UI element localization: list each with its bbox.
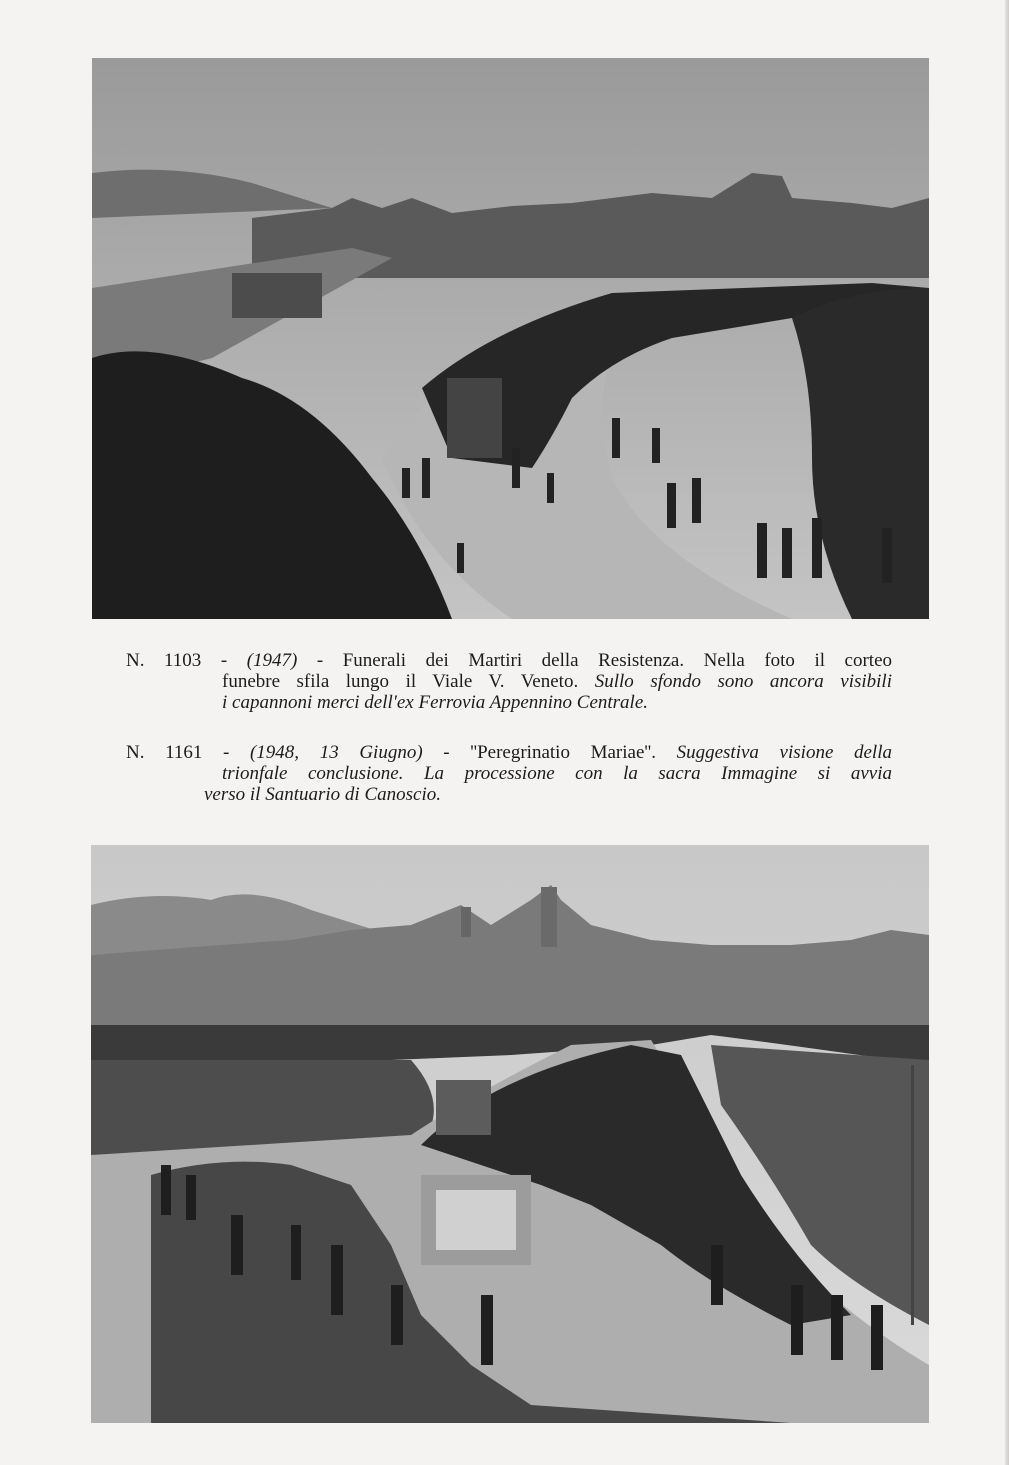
caption-date: (1947) [246, 650, 298, 671]
caption-1103-line-1 [126, 650, 892, 671]
caption-1103 [126, 650, 892, 713]
caption-1161-line-2: trionfale conclusione. La processione con la sacra Immagine si avvia [222, 763, 892, 784]
caption-number: N. 1103 - [126, 650, 247, 671]
caption-separator: - [422, 742, 471, 763]
caption-text-italic: Sullo sfondo sono ancora visibili [594, 671, 892, 692]
caption-text: ''Peregrinatio Mariae''. [470, 742, 677, 763]
caption-1161-line-1 [126, 742, 892, 763]
page-edge [1005, 0, 1009, 1465]
caption-1161 [126, 742, 892, 805]
caption-date: (1948, 13 Giugno) [249, 742, 423, 763]
caption-1161-line-3: verso il Santuario di Canoscio. [204, 784, 441, 805]
photo-peregrinatio-mariae [91, 845, 929, 1423]
caption-number: N. 1161 - [126, 742, 250, 763]
photo-funerali-martiri [92, 58, 929, 619]
caption-text-italic: Suggestiva visione della [676, 742, 892, 763]
caption-separator: - [297, 650, 343, 671]
caption-1103-line-3: i capannoni merci dell'ex Ferrovia Appennino Centrale. [222, 692, 649, 713]
caption-text: funebre sfila lungo il Viale V. Veneto. [222, 671, 595, 692]
caption-text: Funerali dei Martiri della Resistenza. Nella foto il corteo [342, 650, 893, 671]
caption-1103-line-2 [126, 671, 892, 692]
